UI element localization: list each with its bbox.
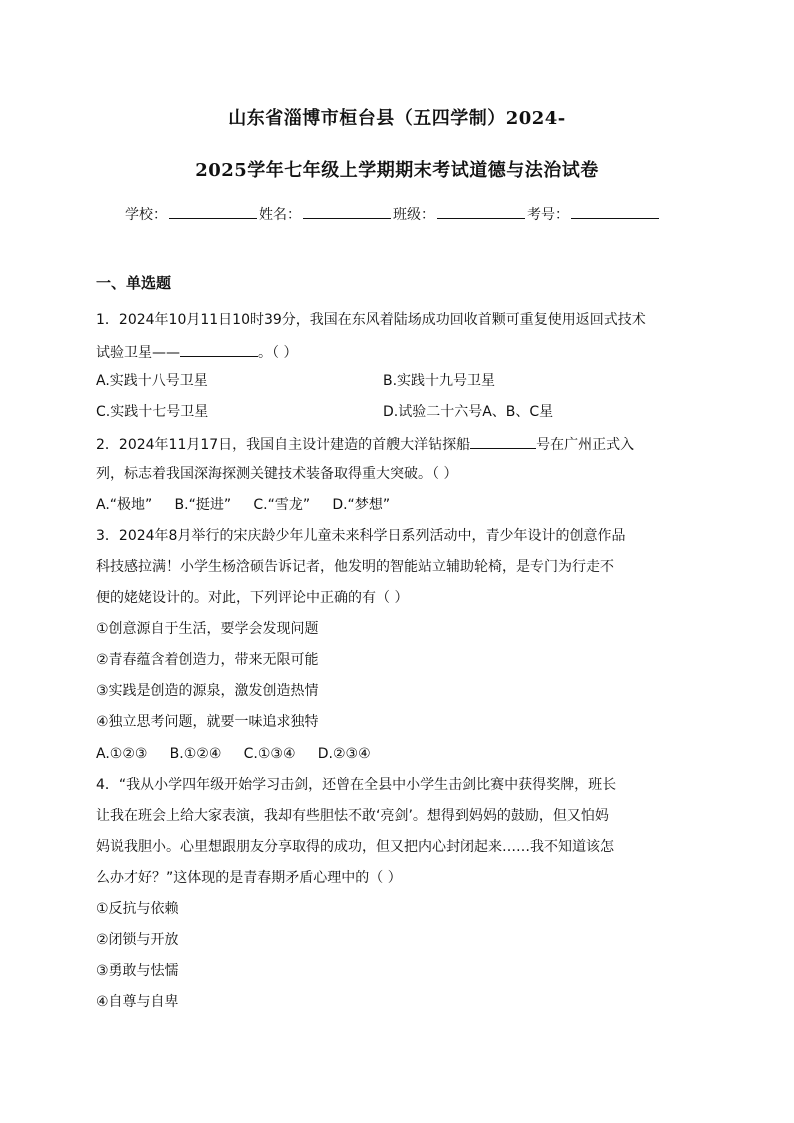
- name-label: 姓名：: [259, 207, 301, 223]
- q1-stem-end: 。（ ）: [258, 345, 298, 361]
- section-heading: 一、单选题: [96, 274, 172, 292]
- q4-statement-2: ②闭锁与开放: [96, 932, 179, 948]
- q2-stem-cont: 号在广州正式入: [536, 437, 635, 453]
- q1-stem-line-1: 1．2024年10月11日10时39分，我国在东风着陆场成功回收首颗可重复使用返回式技术: [96, 312, 646, 328]
- student-info-row: [125, 204, 661, 224]
- exam-title-line-2: 2025学年七年级上学期期末考试道德与法治试卷: [195, 160, 599, 181]
- q4-statement-3: ③勇敢与怯懦: [96, 963, 179, 979]
- q1-option-b[interactable]: B.实践十九号卫星: [383, 373, 496, 389]
- q1-option-d[interactable]: D.试验二十六号A、B、C星: [383, 404, 554, 420]
- q3-options[interactable]: A.①②③ B.①②④ C.①③④ D.②③④: [96, 746, 371, 762]
- exam-number-blank[interactable]: [571, 204, 659, 219]
- q3-stem-line-3: 便的姥姥设计的。对此，下列评论中正确的有（ ）: [96, 590, 409, 606]
- q4-statement-1: ①反抗与依赖: [96, 901, 179, 917]
- q2-answer-blank: [470, 434, 536, 449]
- q4-stem-line-4: 么办才好？”这体现的是青春期矛盾心理中的（ ）: [96, 870, 402, 886]
- exam-title-line-1: 山东省淄博市桓台县（五四学制）2024-: [228, 108, 566, 129]
- q1-options-row-1: [96, 372, 496, 390]
- q1-option-a[interactable]: A.实践十八号卫星: [96, 373, 208, 389]
- q1-stem-text: 试验卫星——: [96, 345, 180, 361]
- q4-stem-line-3: 妈说我胆小。心里想跟朋友分享取得的成功，但又把内心封闭起来……我不知道该怎: [96, 839, 614, 855]
- class-label: 班级：: [393, 207, 435, 223]
- q3-statement-3: ③实践是创造的源泉，激发创造热情: [96, 683, 319, 699]
- q1-options-row-2: [96, 403, 554, 421]
- school-blank[interactable]: [169, 204, 257, 219]
- q2-stem-line-2: 列，标志着我国深海探测关键技术装备取得重大突破。（ ）: [96, 466, 458, 482]
- q4-stem-line-1: 4．“我从小学四年级开始学习击剑，还曾在全县中小学生击剑比赛中获得奖牌，班长: [96, 777, 617, 793]
- q4-stem-line-2: 让我在班会上给大家表演，我却有些胆怯不敢‘亮剑’。想得到妈妈的鼓励，但又怕妈: [96, 808, 609, 824]
- q4-statement-4: ④自尊与自卑: [96, 994, 179, 1010]
- q1-answer-blank: [180, 342, 258, 357]
- q3-statement-1: ①创意源自于生活，要学会发现问题: [96, 621, 319, 637]
- q1-stem-line-2: [96, 342, 297, 362]
- q3-stem-line-1: 3．2024年8月举行的宋庆龄少年儿童未来科学日系列活动中，青少年设计的创意作品: [96, 528, 626, 544]
- q2-stem-text: 2．2024年11月17日，我国自主设计建造的首艘大洋钻探船: [96, 437, 471, 453]
- q3-statement-2: ②青春蕴含着创造力，带来无限可能: [96, 652, 319, 668]
- exam-number-label: 考号：: [527, 207, 569, 223]
- q3-statement-4: ④独立思考问题，就要一味追求独特: [96, 714, 319, 730]
- class-blank[interactable]: [437, 204, 525, 219]
- q1-option-c[interactable]: C.实践十七号卫星: [96, 404, 209, 420]
- q2-options[interactable]: A.“极地” B.“挺进” C.“雪龙” D.“梦想”: [96, 497, 391, 513]
- q2-stem-line-1: [96, 434, 634, 454]
- name-blank[interactable]: [303, 204, 391, 219]
- school-label: 学校：: [125, 207, 167, 223]
- q3-stem-line-2: 科技感拉满！小学生杨浛硕告诉记者，他发明的智能站立辅助轮椅，是专门为行走不: [96, 559, 614, 575]
